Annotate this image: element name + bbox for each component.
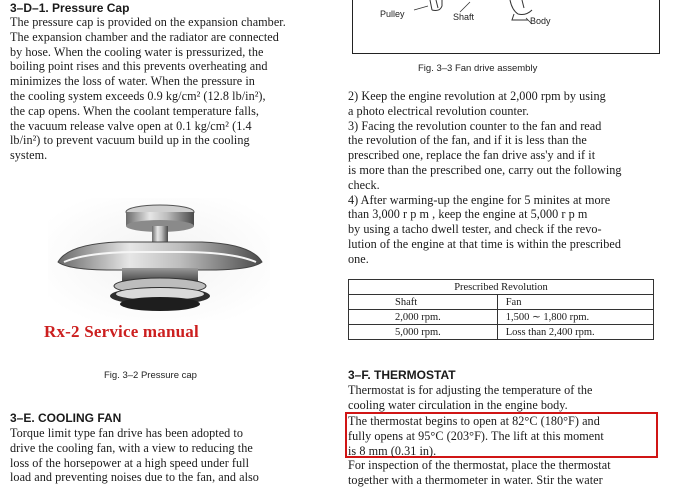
- text-line: drive the cooling fan, with a view to reducing the: [10, 440, 253, 455]
- table-title-row: [349, 280, 654, 295]
- figure-caption: Fig. 3–2 Pressure cap: [104, 370, 197, 381]
- thermostat-spec-highlight: [348, 414, 654, 458]
- text-line: load and preventing noises due to the fan, and also: [10, 470, 259, 485]
- table-cell: 2,000 rpm.: [349, 310, 498, 325]
- cooling-fan-paragraph: [10, 426, 318, 485]
- text-line: minimizes the loss of water. When the pressure in: [10, 74, 255, 89]
- text-line: fully opens at 95°C (203°F). The lift at this moment: [348, 428, 604, 443]
- text-line: the revolution of the fan, and if it is less than the: [348, 133, 587, 148]
- column-header-shaft: Shaft: [349, 295, 498, 310]
- watermark-label: Rx-2 Service manual: [44, 322, 199, 341]
- text-line: the vacuum release valve open at 0.1 kg/cm² (1.4: [10, 118, 252, 133]
- thermostat-heading: 3–F. THERMOSTAT: [348, 368, 456, 382]
- column-header-fan: Fan: [497, 295, 653, 310]
- text-line: 2) Keep the engine revolution at 2,000 rpm by using: [348, 89, 606, 103]
- text-line: The thermostat begins to open at 82°C (180°F) and: [348, 414, 600, 428]
- text-line: 3) Facing the revolution counter to the fan and read: [348, 118, 602, 133]
- thermostat-inspection: [348, 458, 654, 488]
- text-line: loss of the horsepower at a high speed under full: [10, 455, 250, 470]
- table-row: [349, 310, 654, 325]
- text-line: together with a thermometer in water. Stir the water: [348, 472, 603, 487]
- check-steps-paragraph: [348, 89, 654, 267]
- text-line: by using a tacho dwell tester, and check if the revo-: [348, 222, 602, 237]
- text-line: the cap opens. When the coolant temperature falls,: [10, 103, 259, 118]
- prescribed-revolution-table: [348, 279, 654, 340]
- pressure-cap-paragraph: [10, 15, 318, 163]
- table-title: Prescribed Revolution: [349, 280, 654, 295]
- figure-caption: Fig. 3–3 Fan drive assembly: [418, 63, 538, 74]
- shaft-label: Shaft: [453, 12, 475, 22]
- text-line: is more than the prescribed one, carry out the following: [348, 162, 622, 177]
- table-header-row: [349, 295, 654, 310]
- pulley-label: Pulley: [380, 9, 405, 19]
- text-line: than 3,000 r p m , keep the engine at 5,000 r p m: [348, 207, 588, 222]
- text-line: lution of the engine at that time is within the prescribed: [348, 236, 621, 251]
- text-line: The expansion chamber and the radiator are connected: [10, 29, 279, 44]
- pressure-cap-heading: 3–D–1. Pressure Cap: [10, 1, 130, 15]
- text-line: cooling water circulation in the engine body.: [348, 397, 568, 412]
- text-line: Torque limit type fan drive has been adopted to: [10, 426, 243, 440]
- body-label: Body: [530, 16, 551, 26]
- text-line: a photo electrical revolution counter.: [348, 103, 529, 118]
- text-line: check.: [348, 177, 380, 192]
- table-cell: Loss than 2,400 rpm.: [497, 325, 653, 340]
- text-line: For inspection of the thermostat, place the thermostat: [348, 458, 611, 472]
- text-line: one.: [348, 251, 369, 266]
- text-line: The pressure cap is provided on the expansion chamber.: [10, 15, 286, 29]
- text-line: by hose. When the cooling water is pressurized, the: [10, 44, 264, 59]
- text-line: is 8 mm (0.31 in).: [348, 443, 437, 458]
- text-line: lb/in²) to prevent vacuum build up in the cooling: [10, 133, 250, 148]
- text-line: boiling point rises and this prevents overheating and: [10, 59, 268, 74]
- thermostat-intro: [348, 383, 654, 413]
- text-line: Thermostat is for adjusting the temperature of the: [348, 383, 593, 397]
- table-row: [349, 325, 654, 340]
- text-line: prescribed one, replace the fan drive ass'y and if it: [348, 148, 596, 163]
- text-line: system.: [10, 148, 48, 163]
- table-cell: 1,500 ∼ 1,800 rpm.: [497, 310, 653, 325]
- table-cell: 5,000 rpm.: [349, 325, 498, 340]
- pressure-cap-photo: [48, 198, 270, 320]
- text-line: 4) After warming-up the engine for 5 minites at more: [348, 192, 611, 207]
- cooling-fan-heading: 3–E. COOLING FAN: [10, 411, 122, 425]
- text-line: the cooling system exceeds 0.9 kg/cm² (12.8 lb/in²),: [10, 88, 266, 103]
